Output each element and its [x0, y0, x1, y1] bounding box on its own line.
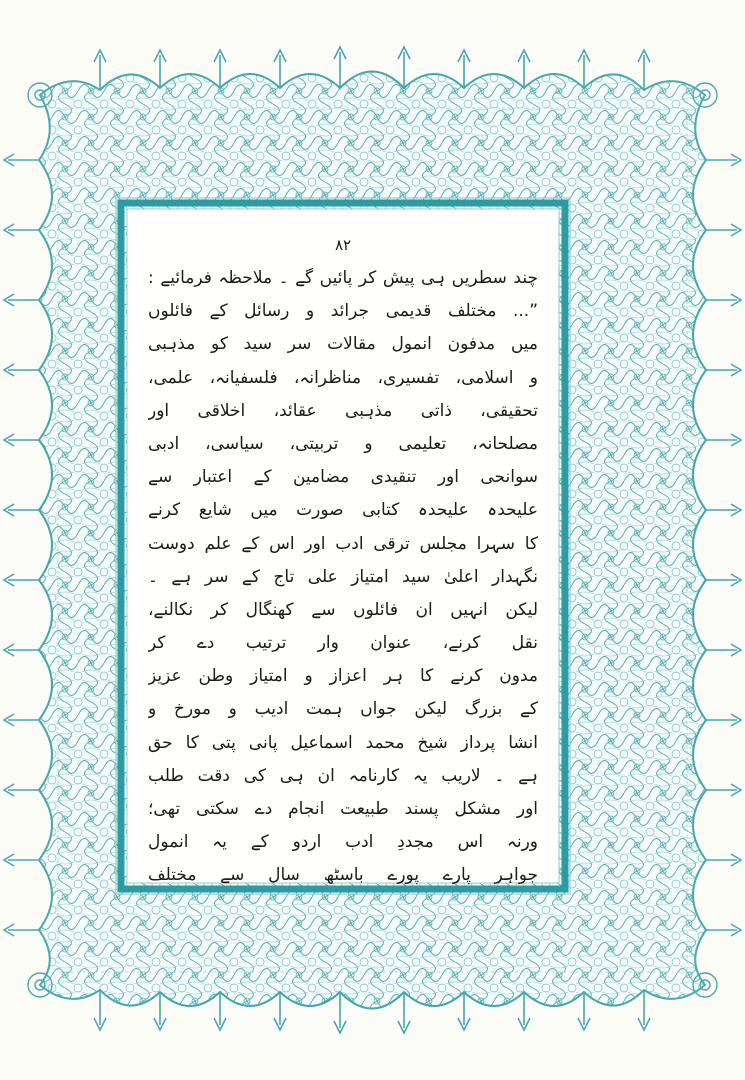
text-block [130, 212, 556, 886]
text-line: انشا پرداز شیخ محمد اسماعیل پانی پتی کا حق [148, 732, 538, 753]
text-line: نقل کرنے، عنوان وار ترتیب دے کر [148, 633, 538, 654]
text-line: ہے ۔ لاریب یہ کارنامہ ان ہی کی دقت طلب [148, 765, 538, 786]
text-line: کا سہرا مجلس ترقی ادب اور اس کے علم دوست [148, 533, 538, 554]
text-line: اور مشکل پسند طبیعت انجام دے سکتی تھی؛ [148, 799, 538, 819]
text-line: سوانحی اور تنقیدی مضامین کے اعتبار سے [148, 467, 538, 488]
text-line: جواہر پارے پورے باسٹھ سال سے مختلف [148, 865, 538, 886]
text-lines [148, 262, 538, 893]
text-line: تحقیقی، ذاتی مذہبی عقائد، اخلاقی اور [148, 400, 538, 421]
text-line: لیکن انہیں ان فائلوں سے کھنگال کر نکالنے، [148, 599, 538, 620]
text-line: مصلحانہ، تعلیمی و تربیتی، سیاسی، ادبی [148, 433, 538, 454]
text-line: و اسلامی، تفسیری، مناظرانہ، فلسفیانہ، علمی، [148, 367, 538, 388]
text-line: نگہدار اعلیٰ سید امتیاز علی تاج کے سر ہے ۔ [148, 566, 538, 587]
page-number: ۸۲ [334, 236, 352, 254]
text-line: میں مدفون انمول مقالات سر سید کو مذہبی [148, 334, 538, 355]
text-line: مدون کرنے کا ہر اعزاز و امتیاز وطن عزیز [148, 666, 538, 687]
text-line: چند سطریں ہی پیش کر پائیں گے ۔ ملاحظہ فرمائیے : [148, 268, 538, 288]
text-line: کے بزرگ لیکن جواں ہمت ادیب و مورخ و [148, 699, 538, 720]
text-line: ورنہ اس مجددِ ادب اردو کے یہ انمول [148, 832, 538, 853]
text-line: علیحدہ علیحدہ کتابی صورت میں شایع کرنے [148, 500, 538, 521]
text-line: ”... مختلف قدیمی جرائد و رسائل کے فائلوں [148, 301, 538, 322]
